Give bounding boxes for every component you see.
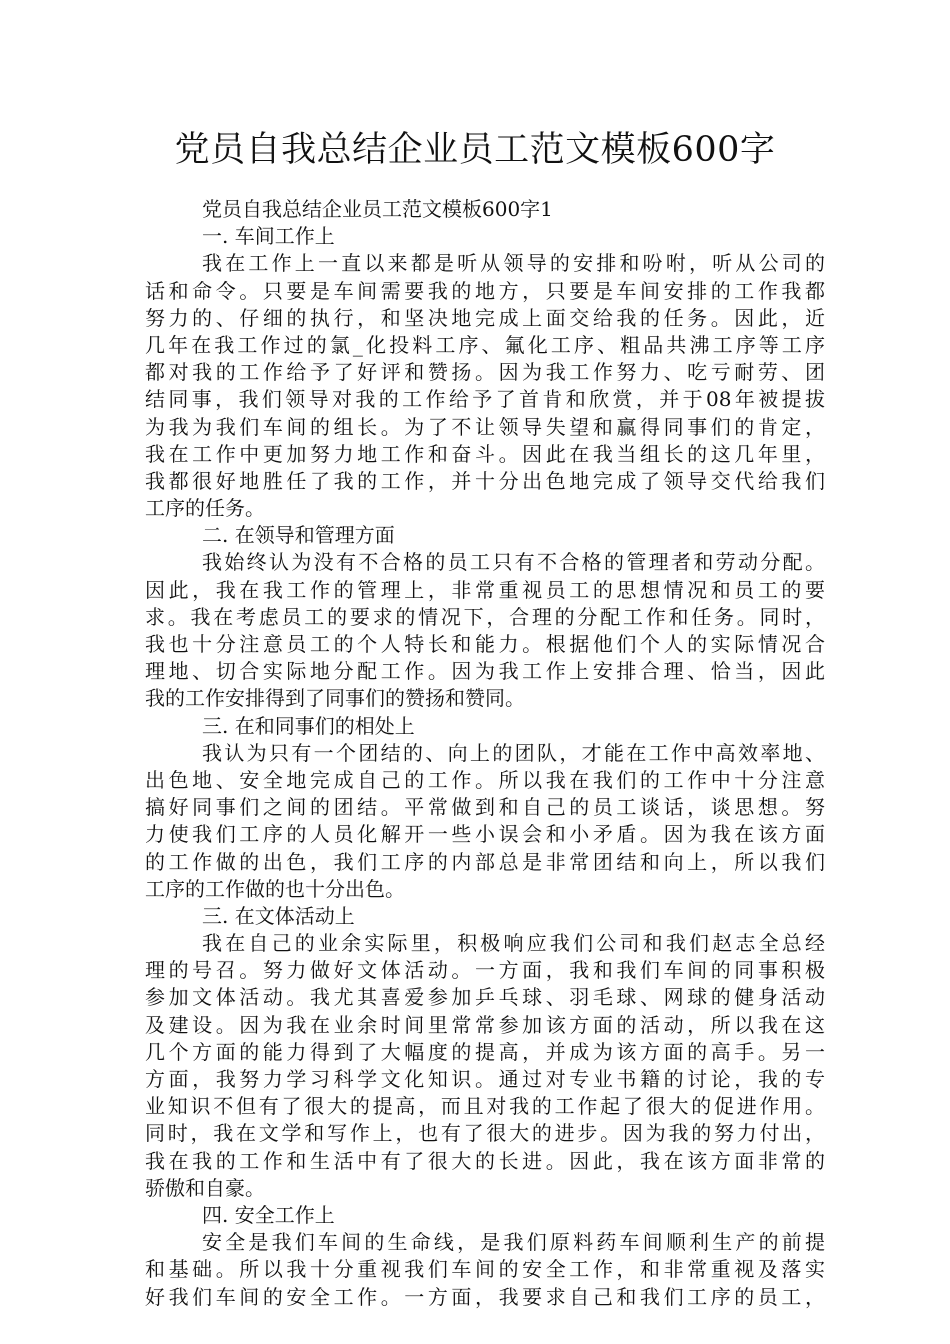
body-text-line: 出色地、安全地完成自己的工作。所以我在我们的工作中十分注意 xyxy=(145,767,825,792)
body-text-line: 为我为我们车间的组长。为了不让领导失望和赢得同事们的肯定， xyxy=(145,414,825,439)
body-text-line: 及建设。因为我在业余时间里常常参加该方面的活动，所以我在这 xyxy=(145,1012,825,1037)
section-heading-line: 三. 在和同事们的相处上 xyxy=(202,713,415,738)
body-text-line: 我在工作中更加努力地工作和奋斗。因此在我当组长的这几年里， xyxy=(145,441,825,466)
section-heading-line: 二. 在领导和管理方面 xyxy=(202,523,395,548)
body-text-line: 理的号召。努力做好文体活动。一方面，我和我们车间的同事积极 xyxy=(145,958,825,983)
body-text-line: 力使我们工序的人员化解开一些小误会和小矛盾。因为我在该方面 xyxy=(145,822,825,847)
body-text-line: 我都很好地胜任了我的工作，并十分出色地完成了领导交代给我们 xyxy=(145,468,825,493)
body-text-line: 我在自己的业余实际里，积极响应我们公司和我们赵志全总经 xyxy=(202,931,825,956)
section-heading-line: 四. 安全工作上 xyxy=(202,1202,335,1227)
body-text-line: 结同事，我们领导对我的工作给予了首肯和欣赏，并于08年被提拔 xyxy=(145,387,825,412)
body-text-line: 我在工作上一直以来都是听从领导的安排和吩咐，听从公司的 xyxy=(202,251,825,276)
body-text-line: 我的工作安排得到了同事们的赞扬和赞同。 xyxy=(145,686,525,711)
body-text-line: 骄傲和自豪。 xyxy=(145,1175,265,1200)
body-text-line: 几年在我工作过的氯_化投料工序、氟化工序、粗品共沸工序等工序 xyxy=(145,332,825,357)
body-text-line: 理地、切合实际地分配工作。因为我工作上安排合理、恰当，因此 xyxy=(145,659,825,684)
body-text-line: 工序的任务。 xyxy=(145,496,265,521)
body-text-line: 搞好同事们之间的团结。平常做到和自己的员工谈话，谈思想。努 xyxy=(145,795,825,820)
body-text-line: 业知识不但有了很大的提高，而且对我的工作起了很大的促进作用。 xyxy=(145,1094,825,1119)
body-text-line: 求。我在考虑员工的要求的情况下，合理的分配工作和任务。同时， xyxy=(145,604,825,629)
body-text-line: 几个方面的能力得到了大幅度的提高，并成为该方面的高手。另一 xyxy=(145,1039,825,1064)
body-text-line: 我也十分注意员工的个人特长和能力。根据他们个人的实际情况合 xyxy=(145,632,825,656)
body-text-line: 努力的、仔细的执行，和坚决地完成上面交给我的任务。因此，近 xyxy=(145,305,825,330)
body-text-line: 我始终认为没有不合格的员工只有不合格的管理者和劳动分配。 xyxy=(202,550,825,575)
body-text-line: 好我们车间的安全工作。一方面，我要求自己和我们工序的员工， xyxy=(145,1284,825,1309)
section-heading-line: 三. 在文体活动上 xyxy=(202,903,355,928)
body-text-line: 安全是我们车间的生命线，是我们原料药车间顺利生产的前提 xyxy=(202,1230,825,1255)
body-text-line: 方面，我努力学习科学文化知识。通过对专业书籍的讨论，我的专 xyxy=(145,1067,825,1091)
body-text-line: 工序的工作做的也十分出色。 xyxy=(145,876,405,901)
body-text-line: 话和命令。只要是车间需要我的地方，只要是车间安排的工作我都 xyxy=(145,278,825,303)
section-heading-line: 一. 车间工作上 xyxy=(202,224,335,249)
body-text-line: 我认为只有一个团结的、向上的团队，才能在工作中高效率地、 xyxy=(202,740,825,765)
document-title: 党员自我总结企业员工范文模板600字 xyxy=(174,130,776,170)
body-text-line: 都对我的工作给予了好评和赞扬。因为我工作努力、吃亏耐劳、团 xyxy=(145,360,825,385)
body-text-line: 因此，我在我工作的管理上，非常重视员工的思想情况和员工的要 xyxy=(145,577,825,602)
document-body xyxy=(145,196,825,1311)
body-text-line: 我在我的工作和生活中有了很大的长进。因此，我在该方面非常的 xyxy=(145,1148,825,1173)
body-text-line: 参加文体活动。我尤其喜爱参加乒乓球、羽毛球、网球的健身活动 xyxy=(145,985,825,1010)
body-text-line: 和基础。所以我十分重视我们车间的安全工作，和非常重视及落实 xyxy=(145,1257,825,1282)
section-heading-line: 党员自我总结企业员工范文模板600字1 xyxy=(202,197,553,221)
body-text-line: 的工作做的出色，我们工序的内部总是非常团结和向上，所以我们 xyxy=(145,849,825,874)
body-text-line: 同时，我在文学和写作上，也有了很大的进步。因为我的努力付出， xyxy=(145,1121,825,1146)
